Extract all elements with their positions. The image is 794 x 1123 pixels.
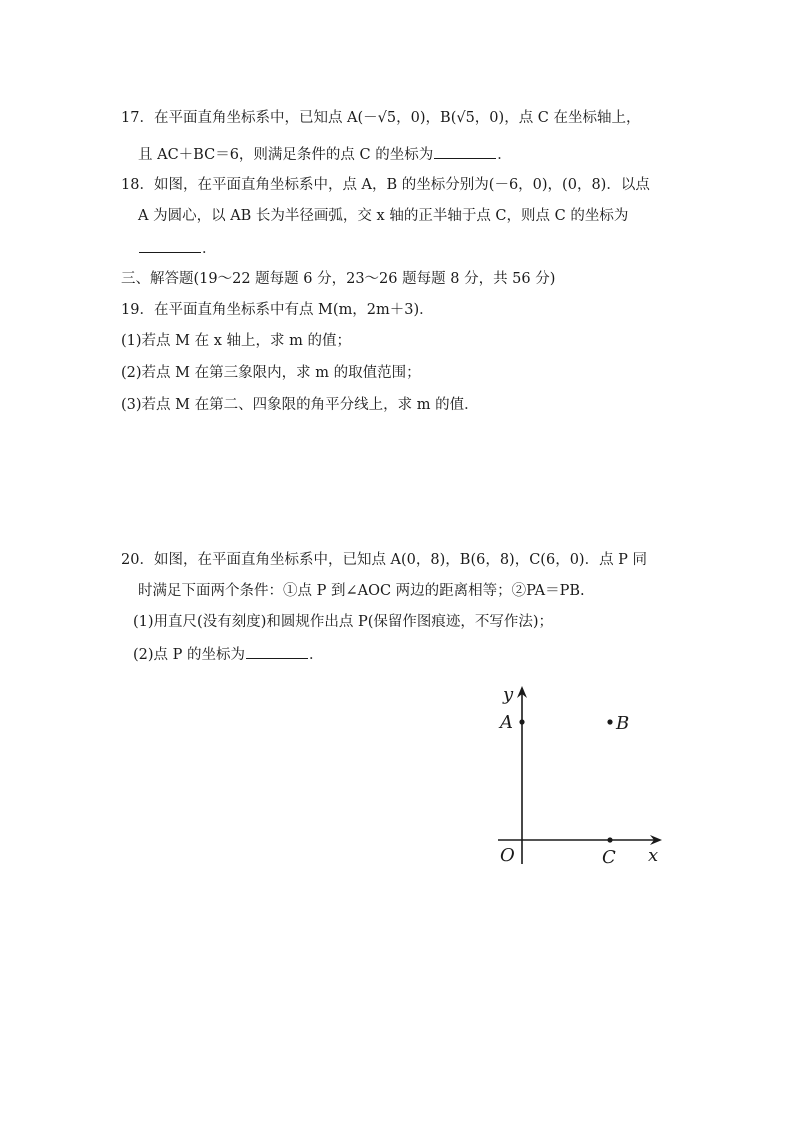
point-a-label: A [500, 712, 513, 733]
q17-line-2-text: 且 AC＋BC＝6，则满足条件的点 C 的坐标为 [138, 147, 434, 163]
y-axis-label: y [503, 684, 514, 705]
section-heading: 三、解答题(19～22 题每题 6 分，23～26 题每题 8 分，共 56 分) [121, 271, 556, 287]
q17-line-2-end: ． [497, 147, 512, 163]
q20-line-1: 20．如图，在平面直角坐标系中，已知点 A(0，8)，B(6，8)，C(6，0)．点 P 同 [121, 552, 648, 568]
q20-part-1: (1)用直尺(没有刻度)和圆规作出点 P(保留作图痕迹，不写作法)； [133, 614, 554, 630]
q19-stem: 19．在平面直角坐标系中有点 M(m，2m＋3)． [121, 302, 434, 318]
q19-part-3: (3)若点 M 在第二、四象限的角平分线上，求 m 的值． [121, 397, 479, 413]
point-b [607, 719, 612, 724]
point-c-label: C [602, 847, 616, 868]
q18-line-1: 18．如图，在平面直角坐标系中，点 A，B 的坐标分别为(－6，0)，(0，8)．以点 [121, 177, 650, 193]
q19-part-2: (2)若点 M 在第三象限内，求 m 的取值范围； [121, 365, 421, 381]
q20-line-2: 时满足下面两个条件：①点 P 到∠AOC 两边的距离相等；②PA＝PB. [138, 583, 585, 599]
coordinate-figure-svg [490, 678, 680, 878]
q18-line-3-end: ． [202, 241, 217, 257]
q17-line-2 [138, 144, 512, 165]
answer-blank [246, 644, 308, 659]
answer-blank [139, 238, 201, 253]
coordinate-figure [490, 678, 680, 878]
point-b-label: B [616, 713, 630, 734]
q20-part-2 [133, 644, 324, 665]
x-axis-label: x [648, 845, 659, 866]
q18-line-3 [138, 238, 217, 259]
point-c [607, 837, 612, 842]
q20-part-2-end: ． [309, 647, 324, 663]
q19-part-1: (1)若点 M 在 x 轴上，求 m 的值； [121, 333, 351, 349]
q17-line-1: 17．在平面直角坐标系中，已知点 A(－√5，0)，B(√5，0)，点 C 在坐标轴上， [121, 110, 641, 126]
q20-part-2-text: (2)点 P 的坐标为 [133, 647, 246, 663]
origin-label: O [500, 845, 515, 866]
q18-line-2: A 为圆心，以 AB 长为半径画弧，交 x 轴的正半轴于点 C，则点 C 的坐标为 [138, 208, 629, 224]
answer-blank [434, 144, 496, 159]
point-a [519, 719, 524, 724]
